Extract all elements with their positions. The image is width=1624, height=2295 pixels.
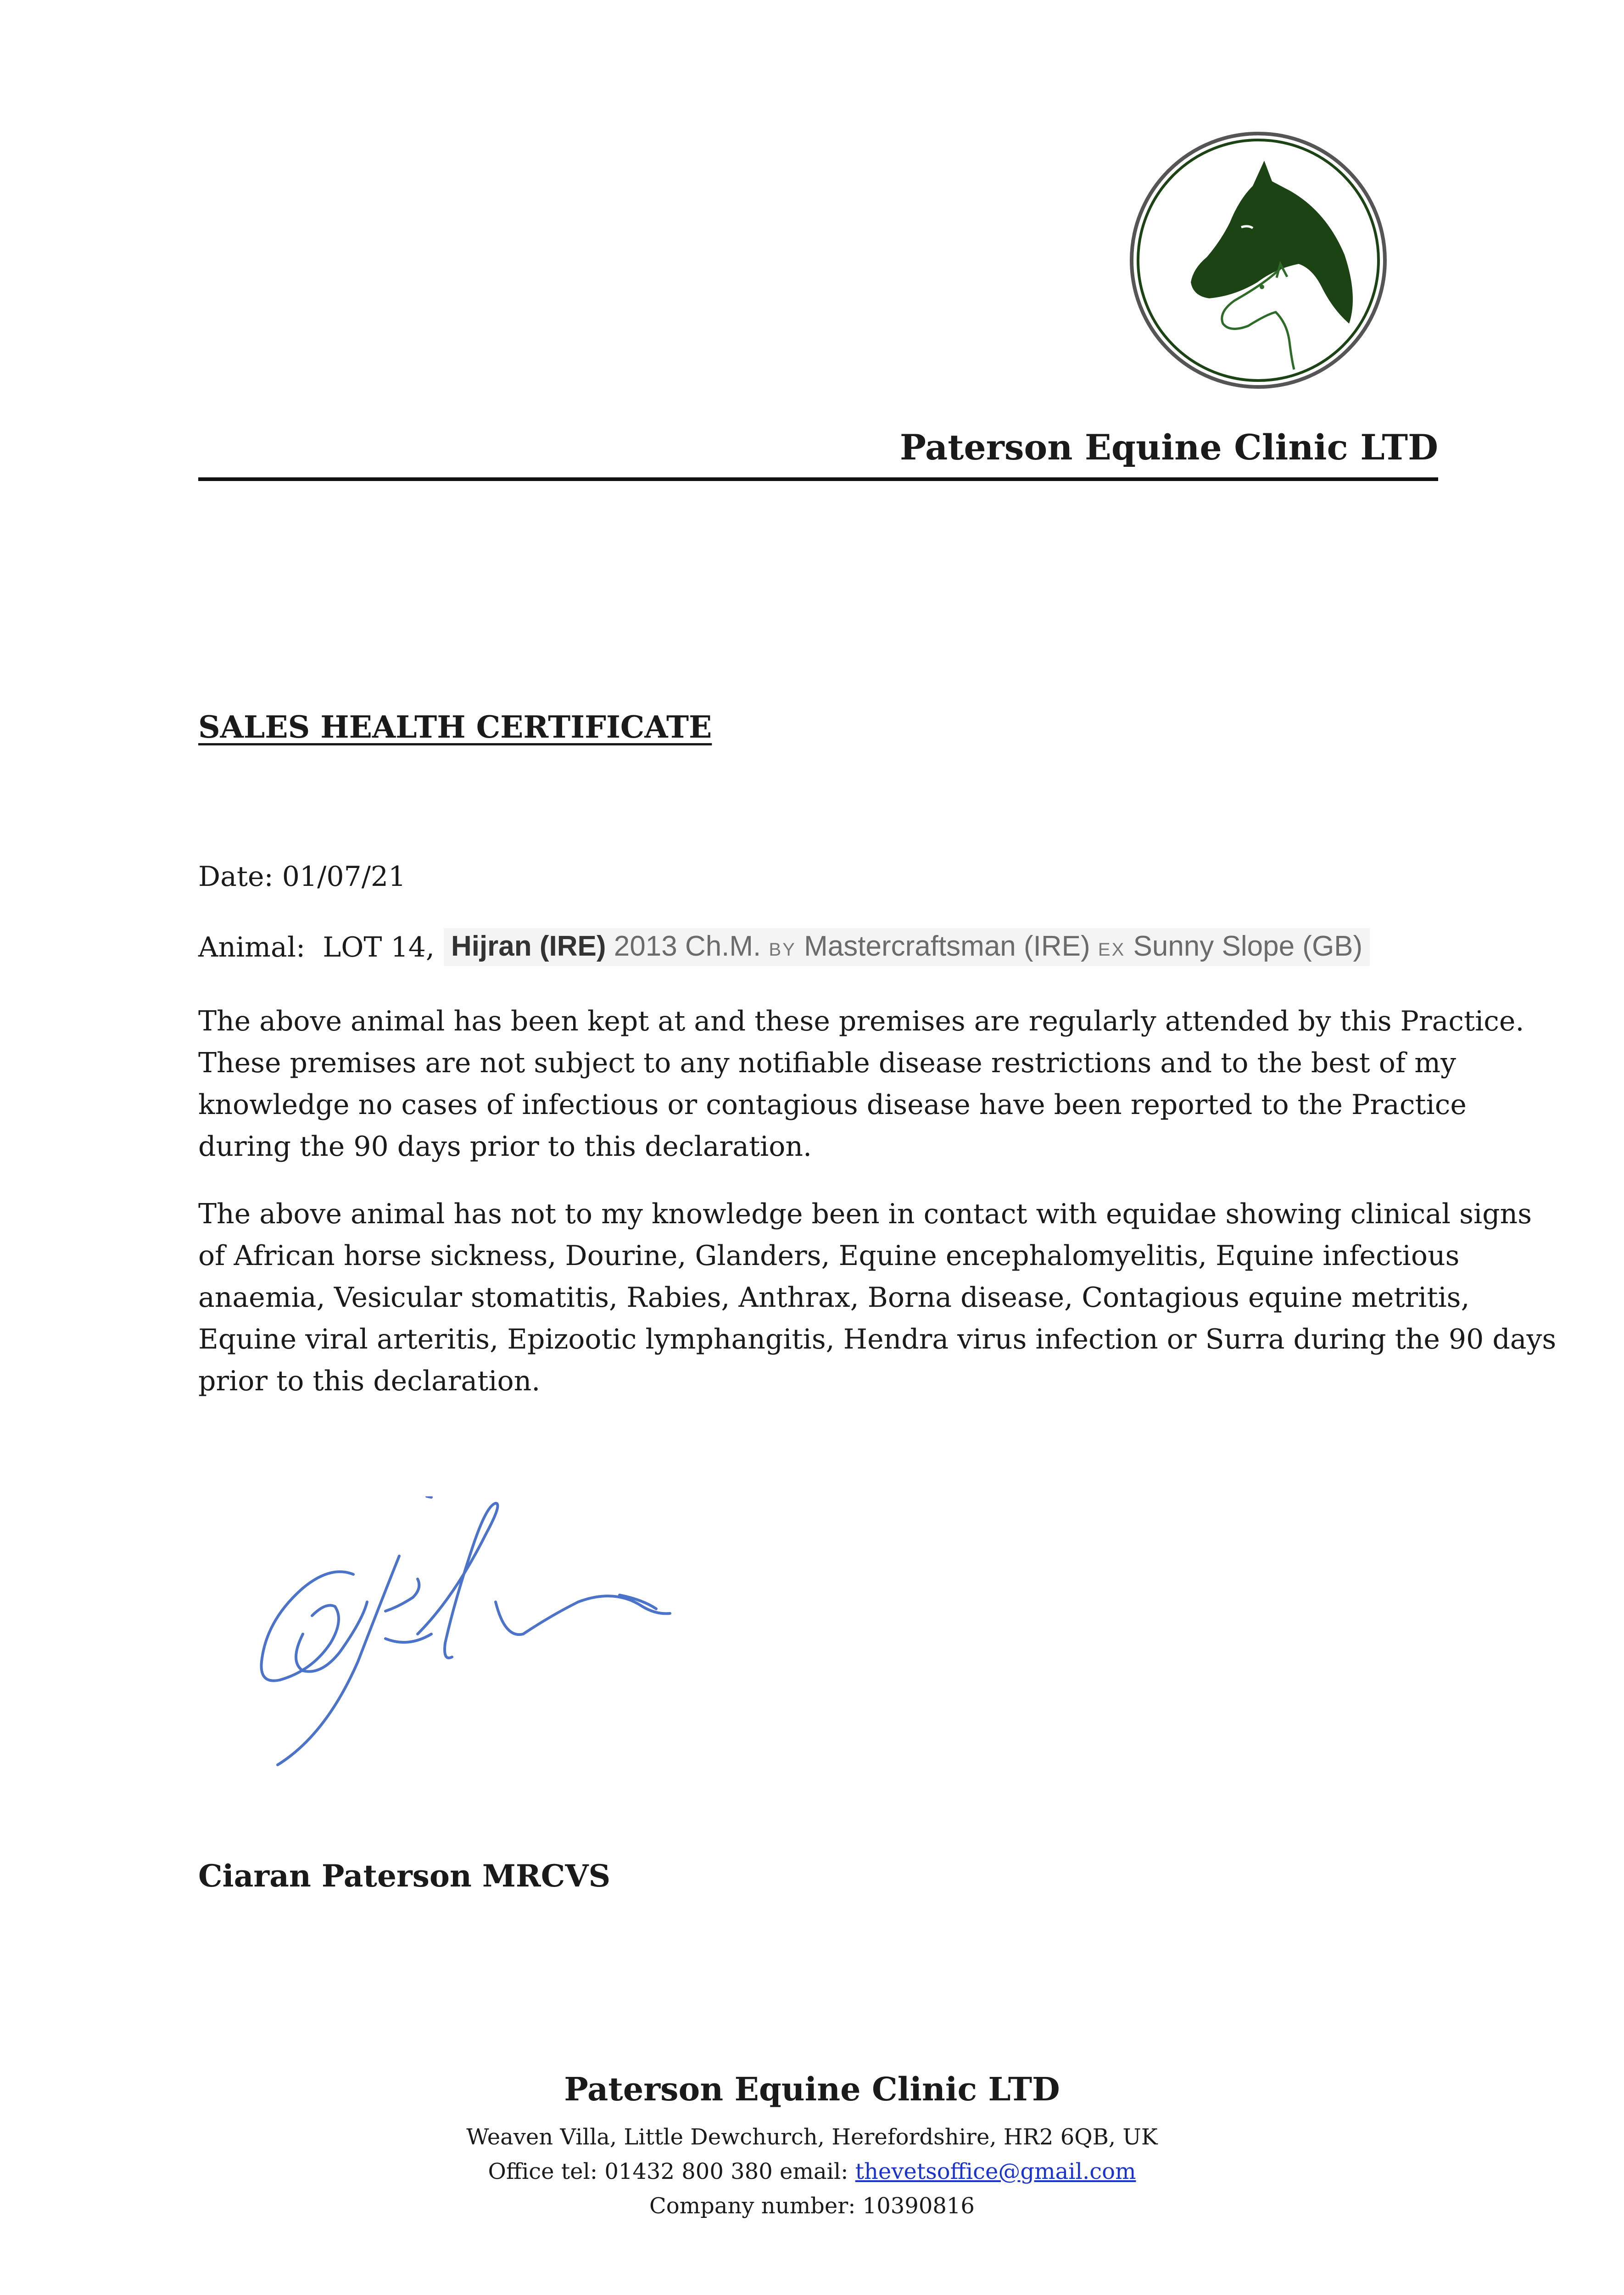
footer-company-number: Company number: 10390816 <box>649 2193 975 2219</box>
date-line <box>198 861 406 893</box>
horse-name: Hijran (IRE) <box>451 930 606 962</box>
animal-line <box>198 928 1370 966</box>
signer-name: Ciaran Paterson MRCVS <box>198 1858 611 1894</box>
footer-address: Weaven Villa, Little Dewchurch, Herefordshire, HR2 6QB, UK <box>466 2124 1158 2150</box>
disease-contact-paragraph <box>198 1193 1557 1402</box>
animal-pedigree <box>444 928 1370 966</box>
date-label: Date: <box>198 861 273 893</box>
paragraph-line: anaemia, Vesicular stomatitis, Rabies, Anthrax, Borna disease, Contagious equine metritis, <box>198 1282 1470 1314</box>
signature <box>248 1496 688 1790</box>
office-tel: Office tel: 01432 800 380 email: <box>488 2159 848 2184</box>
footer-contact <box>0 2159 1624 2184</box>
ex-label: EX <box>1098 940 1126 960</box>
lot-number: LOT 14, <box>323 931 435 963</box>
paragraph-line: The above animal has not to my knowledge been in contact with equidae showing clinical signs <box>198 1198 1532 1230</box>
clinic-logo <box>1129 131 1388 390</box>
header-clinic-name: Paterson Equine Clinic LTD <box>899 427 1438 468</box>
header-divider <box>198 477 1438 481</box>
paragraph-line: of African horse sickness, Dourine, Glanders, Equine encephalomyelitis, Equine infectious <box>198 1240 1460 1272</box>
dam-name: Sunny Slope (GB) <box>1133 930 1363 962</box>
year-sex: 2013 Ch.M. <box>614 930 761 962</box>
signature-scribble-icon <box>248 1496 688 1790</box>
email-link[interactable]: thevetsoffice@gmail.com <box>855 2159 1136 2184</box>
paragraph-line: These premises are not subject to any notifiable disease restrictions and to the best of my <box>198 1047 1456 1079</box>
animal-label: Animal: <box>198 931 306 963</box>
footer-clinic-name: Paterson Equine Clinic LTD <box>564 2070 1060 2108</box>
paragraph-line: prior to this declaration. <box>198 1365 541 1397</box>
paragraph-line: knowledge no cases of infectious or contagious disease have been reported to the Practice <box>198 1089 1467 1121</box>
paragraph-line: during the 90 days prior to this declaration. <box>198 1131 812 1163</box>
paragraph-line: The above animal has been kept at and these premises are regularly attended by this Practice. <box>198 1005 1524 1037</box>
premises-paragraph <box>198 1001 1524 1168</box>
by-label: BY <box>769 940 796 960</box>
horse-head-logo-icon <box>1129 131 1388 390</box>
paragraph-line: Equine viral arteritis, Epizootic lymphangitis, Hendra virus infection or Surra during the 90 days <box>198 1323 1557 1355</box>
certificate-title: SALES HEALTH CERTIFICATE <box>198 709 712 745</box>
date-value: 01/07/21 <box>282 861 406 893</box>
sire-name: Mastercraftsman (IRE) <box>804 930 1090 962</box>
